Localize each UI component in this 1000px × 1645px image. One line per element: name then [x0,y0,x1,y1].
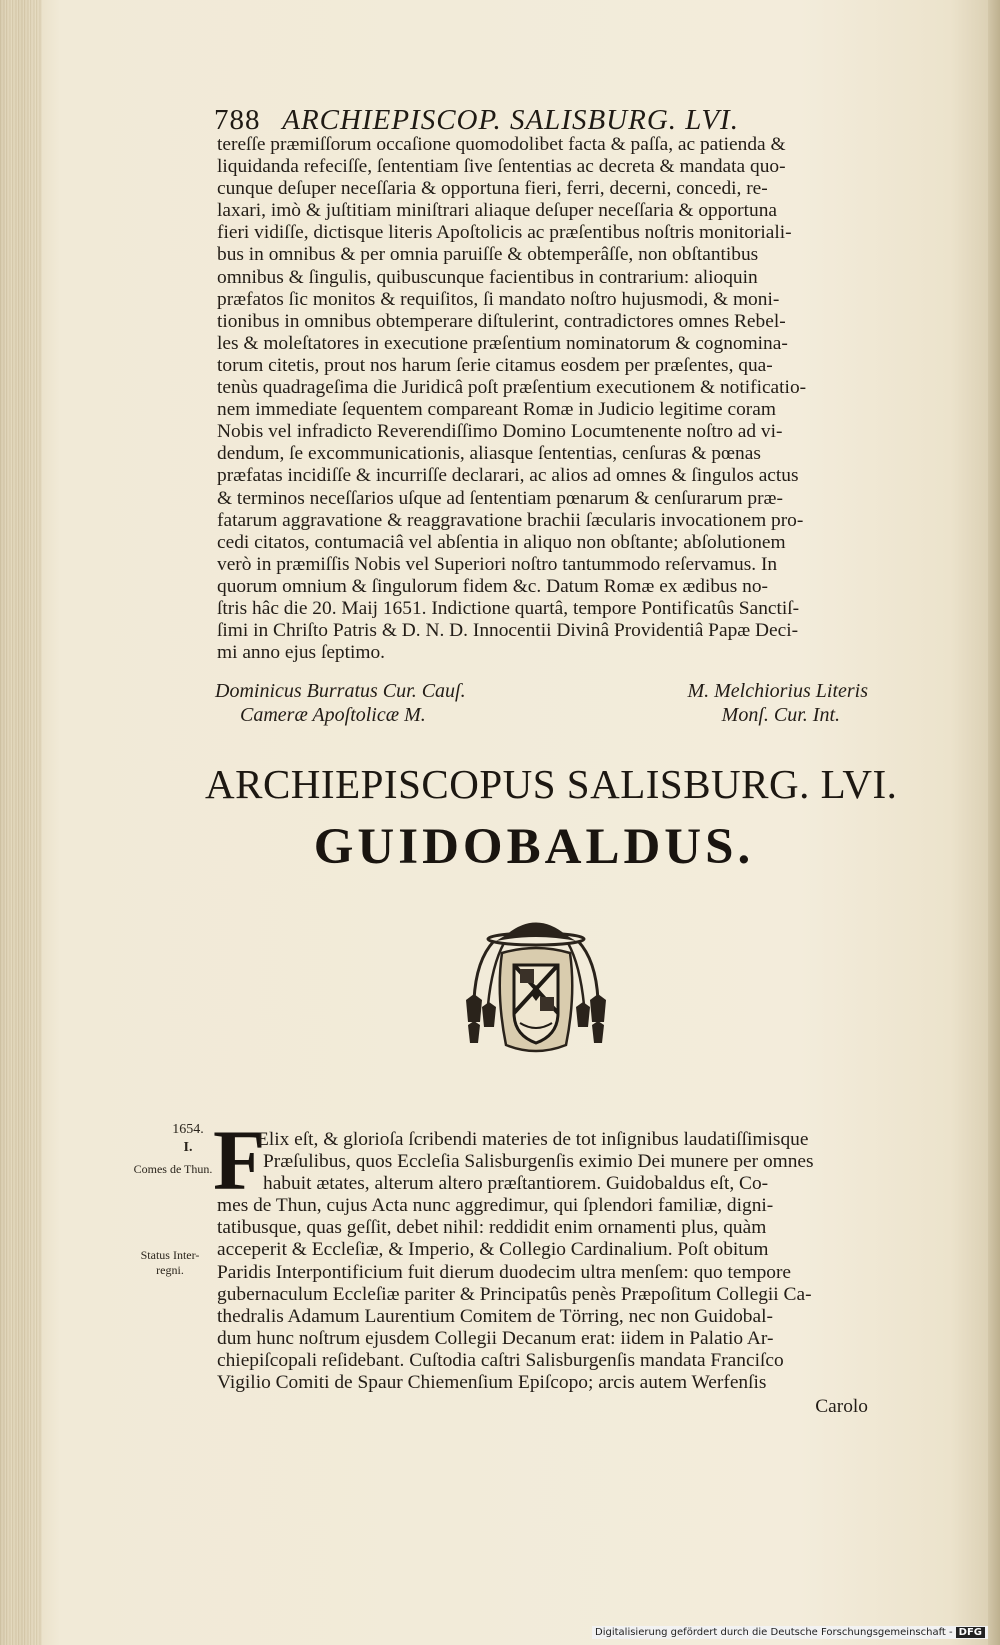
text-line: Nobis vel infradicto Reverendiſſimo Domino Locumtenente noſtro ad vi- [217,421,783,443]
body-text-top [217,134,873,664]
text-line: Præſulibus, quos Eccleſia Salisburgenſis eximio Dei munere per omnes [263,1151,814,1173]
text-line: præfatos ſic monitos & requiſitos, ſi mandato noſtro hujusmodi, & moni- [217,288,780,310]
text-line: thedralis Adamum Laurentium Comitem de Törring, nec non Guidobal- [217,1305,773,1327]
margin-note-status-interregni: Status Inter-regni. [140,1248,200,1277]
body-text-bottom [217,1129,873,1394]
signature-right-line2: Monſ. Cur. Int. [721,704,840,726]
text-line: habuit ætates, alterum altero præſtantiorem. Guidobaldus eſt, Co- [263,1173,769,1195]
page-number: 788 [214,104,261,136]
right-page-edge [988,0,1000,1645]
text-line: ſtris hâc die 20. Maij 1651. Indictione quartâ, tempore Pontificatûs Sanctiſ- [217,597,800,619]
text-line: Elix eſt, & glorioſa ſcribendi materies de tot inſignibus laudatiſſimisque [257,1129,809,1150]
text-line: cunque deſuper neceſſaria & opportuna fieri, ferri, decerni, concedi, re- [217,178,768,200]
drop-cap-initial: F [213,1112,266,1208]
signature-left-line2: Cameræ Apoſtolicæ M. [240,704,426,726]
text-line: cedi citatos, contumaciâ vel abſentia in aliquo non obſtante; abſolutionem [217,531,786,553]
text-line: tenùs quadrageſima die Juridicâ poſt præſentium executionem & notificatio- [217,377,807,399]
text-line: chiepiſcopali reſidebant. Cuſtodia caſtri Salisburgenſis mandata Franciſco [217,1349,784,1371]
text-line: nem immediate ſequentem compareant Romæ in Judicio legitime coram [217,399,776,421]
margin-note-number: I. [183,1140,193,1155]
text-line: præfatas incidiſſe & incurriſſe declarari, ac alios ad omnes & ſingulos actus [217,465,799,487]
text-line: dendum, ſe excommunicationis, aliasque ſententias, cenſuras & pœnas [217,443,761,465]
text-line: omnibus & ſingulis, quibuscunque facientibus in contrarium: alioquin [217,266,758,288]
text-line: acceperit & Eccleſiæ, & Imperio, & Collegio Cardinalium. Poſt obitum [217,1239,769,1261]
text-line: dum hunc noſtrum ejusdem Collegii Decanum erat: iidem in Palatio Ar- [217,1327,774,1349]
text-line: mes de Thun, cujus Acta nunc aggredimur, qui ſplendori familiæ, digni- [217,1195,774,1217]
text-line: bus in omnibus & per omnia paruiſſe & obtemperâſſe, non obſtantibus [217,244,759,266]
text-line: gubernaculum Eccleſiæ pariter & Principatûs penès Præpoſitum Collegii Ca- [217,1283,812,1305]
archbishop-name-title: GUIDOBALDUS. [313,819,755,875]
text-line: verò in præmiſſis Nobis vel Superiori noſtro tantummodo reſervamus. In [217,553,778,575]
text-line: fieri vidiſſe, dictisque literis Apoſtolicis ac præſentibus noſtris monitoriali- [217,222,792,244]
text-line: fatarum aggravatione & reaggravatione brachii ſæcularis invocationem pro- [217,509,804,531]
text-line: laxari, imò & juſtitiam miniſtrari aliaque deſuper neceſſaria & opportuna [217,200,777,222]
text-line: Paridis Interpontificium fuit dierum duodecim ultra menſem: quo tempore [217,1261,792,1283]
catchword: Carolo [815,1396,868,1417]
text-line: tionibus in omnibus obtemperare diſtulerint, contradictores omnes Rebel- [217,310,786,332]
signature-right-line1: M. Melchiorius Literis [687,680,868,702]
text-line: Vigilio Comiti de Spaur Chiemenſium Epiſcopo; arcis autem Werfenſis [217,1372,767,1394]
left-page-edge [0,0,42,1645]
text-line: tereſſe præmiſſorum occaſione quomodolibet facta & paſſa, ac patienda & [217,134,786,155]
signature-left-line1: Dominicus Burratus Cur. Cauſ. [215,680,466,702]
margin-note-year: 1654. [172,1122,204,1137]
credit-text: Digitalisierung gefördert durch die Deutsche Forschungsgemeinschaft - [595,1627,953,1638]
section-title: ARCHIEPISCOPUS SALISBURG. LVI. [205,761,898,807]
dfg-logo: DFG [956,1627,985,1638]
text-line: tatibusque, quas geſſit, debet nihil: reddidit enim ornamenti plus, quàm [217,1217,767,1239]
text-line: ſimi in Chriſto Patris & D. N. D. Innocentii Divinâ Providentiâ Papæ Deci- [217,620,799,642]
coat-of-arms-emblem [454,905,619,1060]
text-line: les & moleſtatores in executione præſentium nominatorum & cognomina- [217,332,788,354]
running-title: ARCHIEPISCOP. SALISBURG. LVI. [282,104,739,136]
text-line: mi anno ejus ſeptimo. [217,642,386,664]
margin-note-comes-de-thun: Comes de Thun. [133,1162,213,1176]
text-line: quorum omnium & ſingulorum fidem &c. Datum Romæ ex ædibus no- [217,575,768,597]
text-line: torum citetis, prout nos harum ſerie citamus eosdem per præſentes, qua- [217,354,773,376]
text-line: liquidanda refeciſſe, ſententiam ſive ſententias ac decreta & mandata quo- [217,156,786,178]
text-line: & terminos neceſſarios uſque ad ſententiam pœnarum & cenſurarum præ- [217,487,783,509]
digitization-credit [592,1626,988,1639]
running-header [214,104,874,138]
